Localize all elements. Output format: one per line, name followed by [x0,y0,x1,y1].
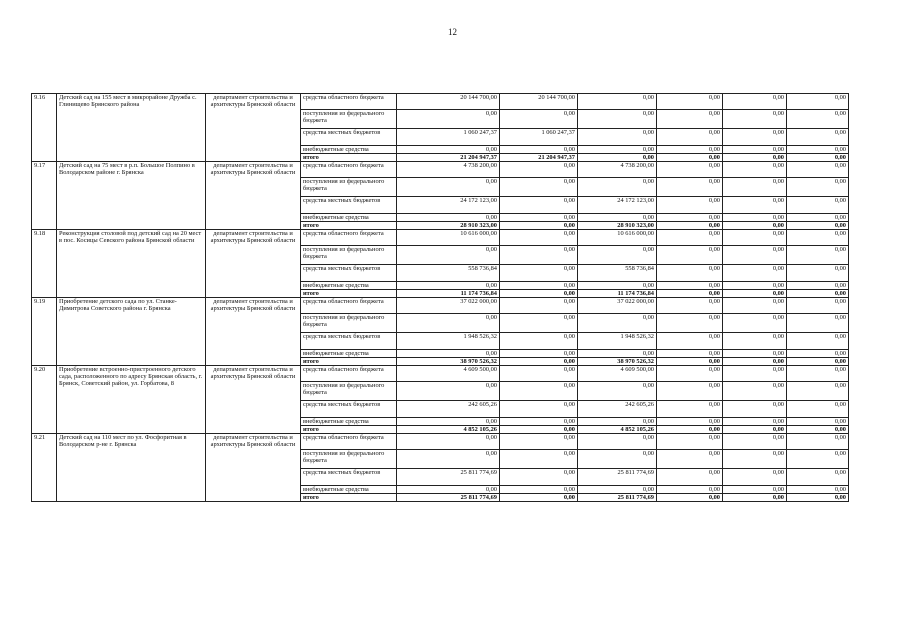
funding-source: средства местных бюджетов [301,401,397,418]
amount-year-5: 0,00 [787,214,849,222]
amount-year-4: 0,00 [723,486,787,494]
amount-year-2: 0,00 [578,314,657,333]
amount-year-2: 0,00 [578,214,657,222]
amount-year-2: 0,00 [578,110,657,129]
amount-year-3: 0,00 [657,146,723,154]
amount-year-4: 0,00 [723,469,787,486]
amount-total: 11 174 736,84 [397,290,500,298]
amount-year-3: 0,00 [657,129,723,146]
amount-year-3: 0,00 [657,265,723,282]
amount-year-4: 0,00 [723,146,787,154]
amount-year-5: 0,00 [787,401,849,418]
amount-year-4: 0,00 [723,382,787,401]
project-name: Детский сад на 75 мест в р.п. Большое Полпино в Володарском районе г. Брянска [57,162,206,230]
amount-total: 558 736,84 [397,265,500,282]
amount-year-5: 0,00 [787,290,849,298]
amount-year-1: 0,00 [500,282,578,290]
amount-year-2: 0,00 [578,486,657,494]
funding-source: поступления из федерального бюджета [301,382,397,401]
amount-total: 0,00 [397,450,500,469]
amount-year-5: 0,00 [787,222,849,230]
amount-year-4: 0,00 [723,494,787,502]
amount-total: 4 738 200,00 [397,162,500,178]
amount-year-5: 0,00 [787,230,849,246]
amount-year-5: 0,00 [787,265,849,282]
funding-source: внебюджетные средства [301,486,397,494]
amount-total: 0,00 [397,434,500,450]
amount-year-2: 4 738 200,00 [578,162,657,178]
amount-year-3: 0,00 [657,401,723,418]
amount-year-3: 0,00 [657,418,723,426]
table-row [32,162,849,178]
amount-year-1: 0,00 [500,450,578,469]
amount-year-2: 4 852 105,26 [578,426,657,434]
funding-source: итого [301,154,397,162]
amount-year-3: 0,00 [657,222,723,230]
amount-year-5: 0,00 [787,298,849,314]
amount-total: 0,00 [397,282,500,290]
amount-year-4: 0,00 [723,314,787,333]
funding-source: средства областного бюджета [301,298,397,314]
amount-year-1: 0,00 [500,214,578,222]
amount-total: 0,00 [397,486,500,494]
amount-year-4: 0,00 [723,154,787,162]
amount-year-4: 0,00 [723,110,787,129]
amount-year-1: 0,00 [500,401,578,418]
amount-year-1: 0,00 [500,146,578,154]
amount-year-2: 0,00 [578,418,657,426]
table-row [32,298,849,314]
amount-year-4: 0,00 [723,162,787,178]
amount-year-1: 0,00 [500,350,578,358]
amount-year-5: 0,00 [787,350,849,358]
amount-year-4: 0,00 [723,178,787,197]
funding-source: итого [301,358,397,366]
amount-year-2: 0,00 [578,450,657,469]
amount-year-2: 0,00 [578,146,657,154]
amount-total: 0,00 [397,178,500,197]
funding-source: внебюджетные средства [301,350,397,358]
amount-year-2: 28 910 323,00 [578,222,657,230]
amount-year-3: 0,00 [657,333,723,350]
amount-year-4: 0,00 [723,333,787,350]
amount-year-1: 20 144 700,00 [500,94,578,110]
amount-year-5: 0,00 [787,382,849,401]
amount-year-5: 0,00 [787,426,849,434]
project-number: 9.17 [32,162,57,230]
amount-year-5: 0,00 [787,94,849,110]
amount-year-4: 0,00 [723,298,787,314]
amount-year-2: 4 609 500,00 [578,366,657,382]
amount-year-1: 0,00 [500,469,578,486]
funding-source: внебюджетные средства [301,282,397,290]
funding-source: поступления из федерального бюджета [301,450,397,469]
funding-source: поступления из федерального бюджета [301,314,397,333]
funding-source: средства областного бюджета [301,230,397,246]
amount-year-3: 0,00 [657,350,723,358]
amount-year-3: 0,00 [657,450,723,469]
funding-source: итого [301,426,397,434]
amount-year-5: 0,00 [787,178,849,197]
department-cell: департамент строительства и архитектуры Брянской области [206,162,301,230]
amount-year-5: 0,00 [787,333,849,350]
amount-year-2: 0,00 [578,434,657,450]
funding-source: внебюджетные средства [301,418,397,426]
funding-source: итого [301,222,397,230]
amount-year-1: 0,00 [500,418,578,426]
amount-year-2: 11 174 736,84 [578,290,657,298]
amount-year-2: 242 605,26 [578,401,657,418]
amount-year-4: 0,00 [723,418,787,426]
amount-year-1: 0,00 [500,382,578,401]
amount-total: 4 852 105,26 [397,426,500,434]
amount-year-5: 0,00 [787,469,849,486]
project-name: Приобретение детского сада по ул. Станке-Димитрова Советского района г. Брянска [57,298,206,366]
amount-year-4: 0,00 [723,222,787,230]
department-cell: департамент строительства и архитектуры Брянской области [206,94,301,162]
amount-year-4: 0,00 [723,434,787,450]
amount-total: 0,00 [397,110,500,129]
amount-total: 38 970 526,32 [397,358,500,366]
amount-year-3: 0,00 [657,366,723,382]
amount-year-4: 0,00 [723,401,787,418]
project-name: Приобретение встроенно-пристроенного детского сада, расположенного по адресу Брянская область, г. Брянск, Советский район, ул. Горбатова, 8 [57,366,206,434]
amount-year-3: 0,00 [657,110,723,129]
amount-total: 10 616 000,00 [397,230,500,246]
amount-year-3: 0,00 [657,486,723,494]
project-number: 9.19 [32,298,57,366]
amount-total: 28 910 323,00 [397,222,500,230]
amount-year-5: 0,00 [787,366,849,382]
amount-year-1: 0,00 [500,486,578,494]
amount-year-4: 0,00 [723,350,787,358]
amount-year-1: 0,00 [500,434,578,450]
amount-year-5: 0,00 [787,110,849,129]
amount-year-3: 0,00 [657,469,723,486]
amount-year-4: 0,00 [723,426,787,434]
funding-source: поступления из федерального бюджета [301,246,397,265]
project-number: 9.21 [32,434,57,502]
project-name: Детский сад на 110 мест по ул. Фосфоритная в Володарском р-не г. Брянска [57,434,206,502]
amount-year-3: 0,00 [657,358,723,366]
funding-source: средства местных бюджетов [301,469,397,486]
amount-year-5: 0,00 [787,162,849,178]
amount-year-4: 0,00 [723,290,787,298]
amount-year-1: 0,00 [500,246,578,265]
amount-year-3: 0,00 [657,290,723,298]
amount-total: 25 811 774,69 [397,469,500,486]
table-row [32,366,849,382]
amount-year-4: 0,00 [723,197,787,214]
amount-total: 0,00 [397,246,500,265]
amount-total: 0,00 [397,146,500,154]
amount-year-1: 0,00 [500,110,578,129]
amount-year-2: 0,00 [578,154,657,162]
amount-total: 1 060 247,37 [397,129,500,146]
amount-year-2: 38 970 526,32 [578,358,657,366]
amount-year-5: 0,00 [787,246,849,265]
amount-year-1: 0,00 [500,197,578,214]
amount-year-2: 0,00 [578,94,657,110]
amount-total: 0,00 [397,214,500,222]
amount-year-3: 0,00 [657,94,723,110]
amount-year-3: 0,00 [657,162,723,178]
department-cell: департамент строительства и архитектуры Брянской области [206,366,301,434]
funding-source: средства местных бюджетов [301,333,397,350]
amount-year-1: 0,00 [500,426,578,434]
amount-year-2: 37 022 000,00 [578,298,657,314]
amount-year-4: 0,00 [723,358,787,366]
amount-total: 0,00 [397,418,500,426]
amount-year-3: 0,00 [657,282,723,290]
amount-year-4: 0,00 [723,246,787,265]
amount-year-3: 0,00 [657,434,723,450]
amount-total: 20 144 700,00 [397,94,500,110]
amount-year-1: 0,00 [500,314,578,333]
amount-year-3: 0,00 [657,178,723,197]
amount-year-3: 0,00 [657,382,723,401]
amount-year-1: 0,00 [500,265,578,282]
amount-total: 1 948 526,32 [397,333,500,350]
amount-year-5: 0,00 [787,197,849,214]
amount-total: 25 811 774,69 [397,494,500,502]
amount-year-4: 0,00 [723,230,787,246]
amount-year-1: 0,00 [500,178,578,197]
amount-total: 21 204 947,37 [397,154,500,162]
amount-year-3: 0,00 [657,298,723,314]
funding-source: итого [301,290,397,298]
amount-year-5: 0,00 [787,494,849,502]
project-name: Детский сад на 155 мест в микрорайоне Дружба с. Глинищево Брянского района [57,94,206,162]
funding-source: средства местных бюджетов [301,129,397,146]
amount-year-4: 0,00 [723,282,787,290]
amount-total: 37 022 000,00 [397,298,500,314]
amount-year-1: 21 204 947,37 [500,154,578,162]
table-row [32,230,849,246]
amount-year-3: 0,00 [657,426,723,434]
amount-year-1: 0,00 [500,298,578,314]
funding-source: средства областного бюджета [301,434,397,450]
amount-year-2: 0,00 [578,382,657,401]
amount-year-1: 0,00 [500,290,578,298]
funding-source: средства местных бюджетов [301,265,397,282]
budget-table [31,93,849,502]
amount-year-4: 0,00 [723,94,787,110]
amount-year-1: 0,00 [500,162,578,178]
amount-year-3: 0,00 [657,154,723,162]
amount-year-2: 0,00 [578,178,657,197]
project-number: 9.20 [32,366,57,434]
amount-year-2: 25 811 774,69 [578,469,657,486]
amount-total: 0,00 [397,382,500,401]
amount-year-1: 0,00 [500,358,578,366]
funding-source: поступления из федерального бюджета [301,110,397,129]
amount-total: 4 609 500,00 [397,366,500,382]
amount-year-5: 0,00 [787,434,849,450]
amount-year-4: 0,00 [723,265,787,282]
project-name: Реконструкция столовой под детский сад на 20 мест в пос. Косицы Севского района Брянской области [57,230,206,298]
amount-year-4: 0,00 [723,450,787,469]
amount-year-4: 0,00 [723,129,787,146]
amount-year-3: 0,00 [657,314,723,333]
funding-source: средства местных бюджетов [301,197,397,214]
amount-year-4: 0,00 [723,366,787,382]
project-number: 9.18 [32,230,57,298]
amount-year-2: 0,00 [578,282,657,290]
page-number: 12 [448,27,457,37]
amount-year-4: 0,00 [723,214,787,222]
amount-year-2: 0,00 [578,350,657,358]
funding-source: итого [301,494,397,502]
amount-year-3: 0,00 [657,246,723,265]
amount-year-3: 0,00 [657,230,723,246]
amount-year-2: 558 736,84 [578,265,657,282]
table-row [32,94,849,110]
amount-year-2: 10 616 000,00 [578,230,657,246]
amount-year-3: 0,00 [657,494,723,502]
amount-year-2: 0,00 [578,246,657,265]
amount-year-5: 0,00 [787,358,849,366]
amount-year-3: 0,00 [657,197,723,214]
amount-total: 0,00 [397,314,500,333]
amount-year-5: 0,00 [787,314,849,333]
amount-year-2: 25 811 774,69 [578,494,657,502]
department-cell: департамент строительства и архитектуры Брянской области [206,434,301,502]
funding-source: средства областного бюджета [301,94,397,110]
funding-source: средства областного бюджета [301,162,397,178]
amount-year-1: 0,00 [500,494,578,502]
table-row [32,434,849,450]
amount-year-5: 0,00 [787,486,849,494]
amount-year-1: 0,00 [500,366,578,382]
amount-year-5: 0,00 [787,450,849,469]
funding-source: внебюджетные средства [301,146,397,154]
amount-year-5: 0,00 [787,154,849,162]
amount-year-1: 0,00 [500,230,578,246]
amount-total: 242 605,26 [397,401,500,418]
amount-year-5: 0,00 [787,146,849,154]
funding-source: внебюджетные средства [301,214,397,222]
amount-year-5: 0,00 [787,129,849,146]
amount-year-3: 0,00 [657,214,723,222]
department-cell: департамент строительства и архитектуры Брянской области [206,298,301,366]
amount-year-2: 24 172 123,00 [578,197,657,214]
funding-source: средства областного бюджета [301,366,397,382]
amount-year-2: 0,00 [578,129,657,146]
amount-year-5: 0,00 [787,282,849,290]
amount-year-5: 0,00 [787,418,849,426]
amount-total: 24 172 123,00 [397,197,500,214]
project-number: 9.16 [32,94,57,162]
amount-year-1: 0,00 [500,333,578,350]
department-cell: департамент строительства и архитектуры Брянской области [206,230,301,298]
amount-year-2: 1 948 526,32 [578,333,657,350]
amount-total: 0,00 [397,350,500,358]
amount-year-1: 1 060 247,37 [500,129,578,146]
amount-year-1: 0,00 [500,222,578,230]
funding-source: поступления из федерального бюджета [301,178,397,197]
